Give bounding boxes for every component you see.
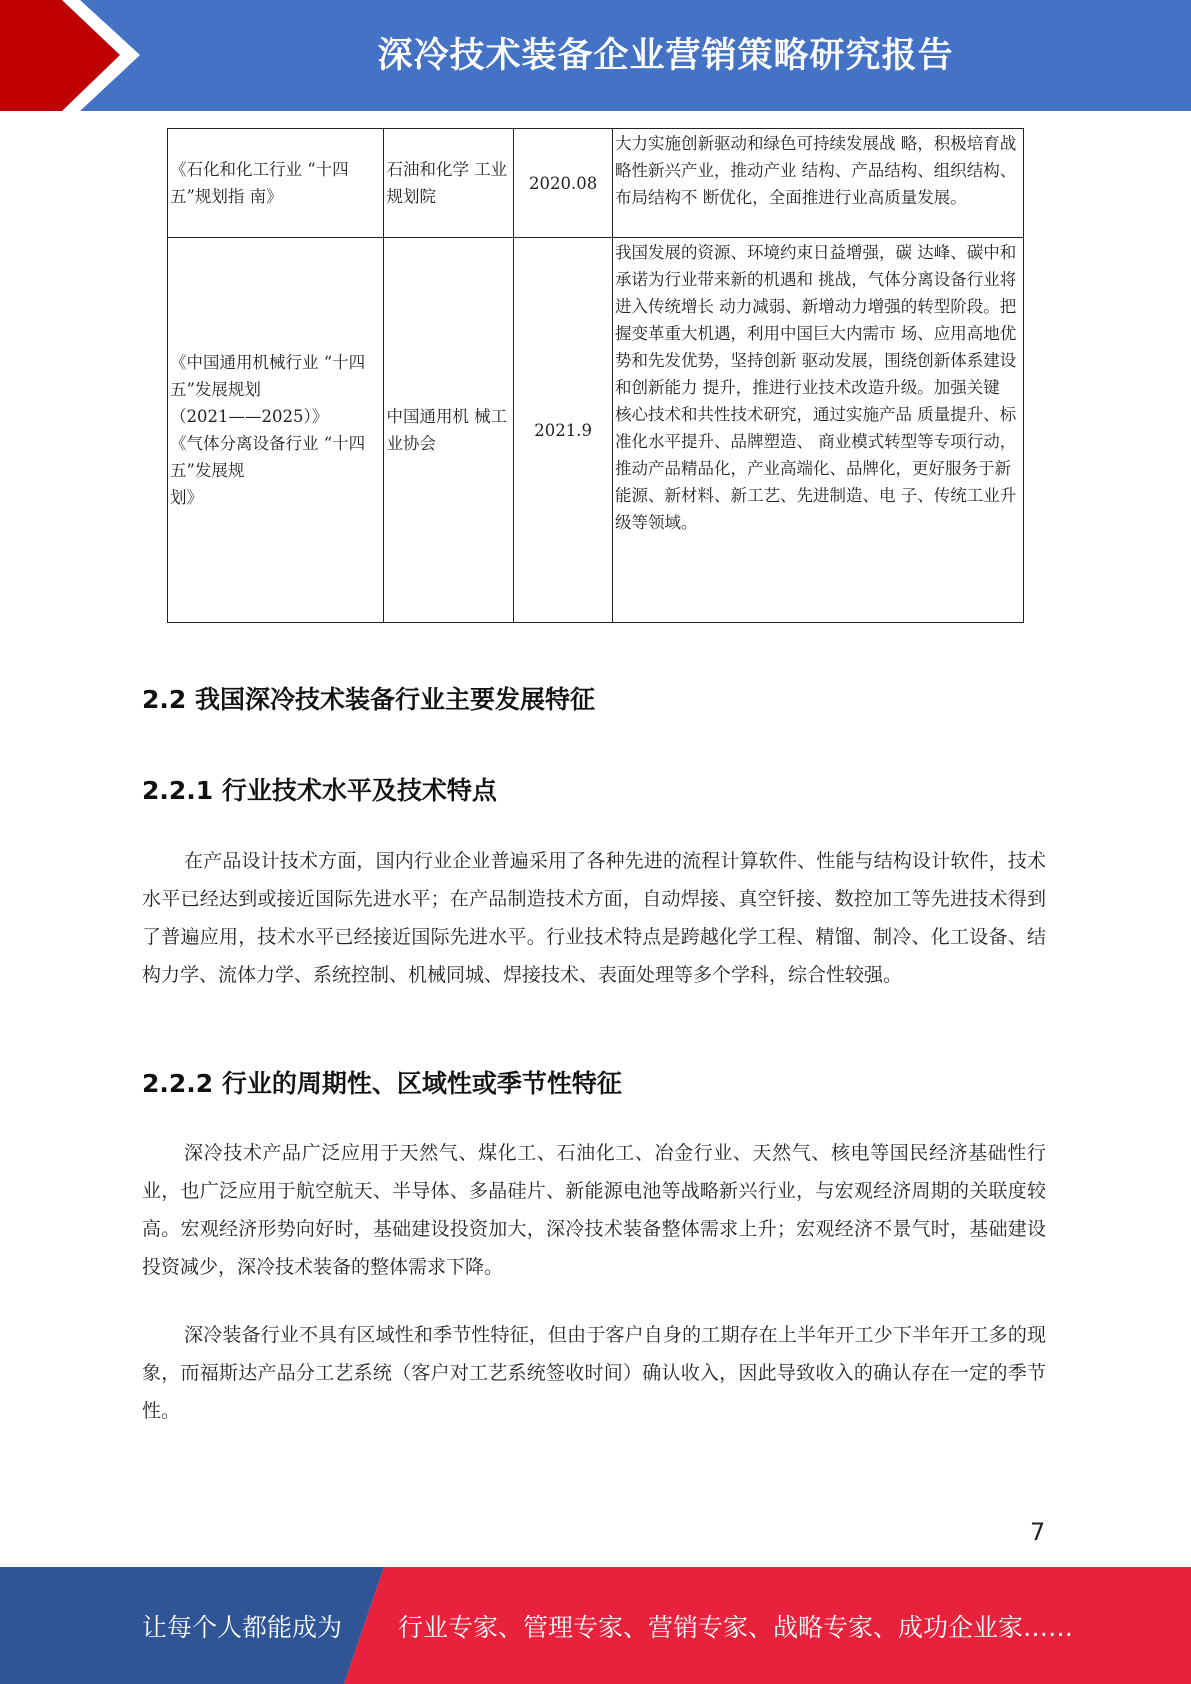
- publisher-cell: 石油和化学 工业规划院: [384, 129, 514, 238]
- content-cell: 大力实施创新驱动和绿色可持续发展战 略，积极培育战略性新兴产业，推动产业 结构、产品结构、组织结构、布局结构不 断优化，全面推进行业高质量发展。: [612, 129, 1023, 238]
- paragraph-tech-level: 在产品设计技术方面，国内行业企业普遍采用了各种先进的流程计算软件、性能与结构设计软件，技术水平已经达到或接近国际先进水平；在产品制造技术方面，自动焊接、真空钎接、数控加工等先进技术得到了普遍应用，技术水平已经接近国际先进水平。行业技术特点是跨越化学工程、精馏、制冷、化工设备、结构力学、流体力学、系统控制、机械同城、焊接技术、表面处理等多个学科，综合性较强。: [142, 850, 1046, 986]
- page-number: 7: [1030, 1518, 1046, 1546]
- date-cell: 2020.08: [514, 129, 613, 238]
- paragraph-seasonality: 深冷装备行业不具有区域性和季节性特征，但由于客户自身的工期存在上半年开工少下半年开工多的现象，而福斯达产品分工艺系统（客户对工艺系统签收时间）确认收入，因此导致收入的确认存在一定的季节性。: [142, 1324, 1046, 1422]
- table-row: [168, 129, 1024, 238]
- document-cell: 《石化和化工行业 “十四五”规划指 南》: [168, 129, 384, 238]
- page-header: [0, 0, 1191, 111]
- document-cell: 《中国通用机械行业 “十四五”发展规划 （2021——2025）》 《气体分离设备行业 “十四五”发展规 划》: [168, 238, 384, 623]
- content-cell: 我国发展的资源、环境约束日益增强，碳 达峰、碳中和承诺为行业带来新的机遇和 挑战，气体分离设备行业将进入传统增长 动力减弱、新增动力增强的转型阶段。把 握变革重大机遇，利用中国巨大内需市 场、应用高地优势和先发优势，坚持创新 驱动发展，围绕创新体系建设和创新能力 提升，推进行业技术改造升级。加强关键 核心技术和共性技术研究，通过实施产品 质量提升、标准化水平提升、品牌塑造、 商业模式转型等专项行动，推动产品精品化，产业高端化、品牌化，更好服务于新 能源、新材料、新工艺、先进制造、电 子、传统工业升级等领域。: [612, 238, 1023, 623]
- footer-slogan-left: 让每个人都能成为: [142, 1612, 343, 1642]
- date-cell: 2021.9: [514, 238, 613, 623]
- publisher-cell: 中国通用机 械工业协会: [384, 238, 514, 623]
- section-heading-2-2-1: 2.2.1 行业技术水平及技术特点: [142, 776, 497, 805]
- section-heading-2-2-2: 2.2.2 行业的周期性、区域性或季节性特征: [142, 1069, 622, 1098]
- policy-table: [167, 128, 1024, 623]
- section-heading-2-2: 2.2 我国深冷技术装备行业主要发展特征: [142, 685, 595, 714]
- report-title: 深冷技术装备企业营销策略研究报告: [377, 36, 954, 76]
- page-footer: [0, 1567, 1191, 1684]
- paragraph-cyclicality: 深冷技术产品广泛应用于天然气、煤化工、石油化工、冶金行业、天然气、核电等国民经济基础性行业，也广泛应用于航空航天、半导体、多晶硅片、新能源电池等战略新兴行业，与宏观经济周期的关联度较高。宏观经济形势向好时，基础建设投资加大，深冷技术装备整体需求上升；宏观经济不景气时，基础建设投资减少，深冷技术装备的整体需求下降。: [142, 1142, 1046, 1278]
- footer-slogan-right: 行业专家、管理专家、营销专家、战略专家、成功企业家……: [398, 1612, 1074, 1642]
- header-chevron-decoration: [0, 0, 160, 111]
- table-row: [168, 238, 1024, 623]
